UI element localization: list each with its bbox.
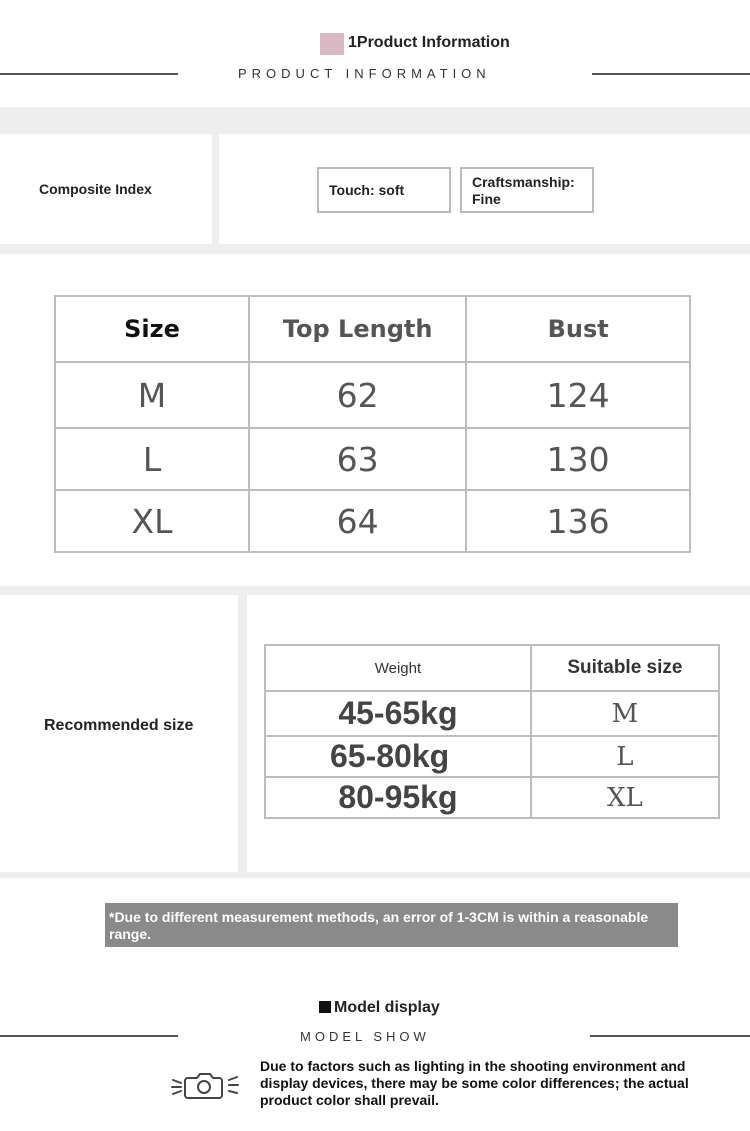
weight-cell: 65-80kg xyxy=(265,736,531,777)
recommended-band-top xyxy=(0,586,750,595)
suitable-size-cell: XL xyxy=(531,777,719,818)
top-length-cell: 64 xyxy=(249,490,466,552)
size-table xyxy=(54,295,691,553)
recommended-table xyxy=(264,644,720,819)
composite-band-divider xyxy=(212,134,219,244)
top-length-cell: 63 xyxy=(249,428,466,490)
size-cell: M xyxy=(55,362,249,428)
bust-cell: 130 xyxy=(466,428,690,490)
size-header: Size xyxy=(55,296,249,362)
composite-index-label: Composite Index xyxy=(39,181,152,197)
suitable-size-cell: M xyxy=(531,691,719,736)
weight-header: Weight xyxy=(265,645,531,691)
top-length-cell: 62 xyxy=(249,362,466,428)
product-info-title: 1Product Information xyxy=(348,34,510,51)
model-display-title: Model display xyxy=(334,999,440,1016)
bust-cell: 124 xyxy=(466,362,690,428)
header-square-icon xyxy=(320,33,344,55)
color-disclaimer: Due to factors such as lighting in the shooting environment and display devices, there may be some color differences; the actual product color shall prevail. xyxy=(260,1058,689,1108)
bust-header: Bust xyxy=(466,296,690,362)
model-display-header xyxy=(0,996,750,1048)
suitable-size-header: Suitable size xyxy=(531,645,719,691)
table-row xyxy=(55,490,690,552)
model-divider-right xyxy=(590,1035,750,1037)
suitable-size-cell: L xyxy=(531,736,719,777)
table-row xyxy=(265,736,719,777)
header-divider-right xyxy=(592,73,750,75)
weight-cell: 80-95kg xyxy=(265,777,531,818)
table-row xyxy=(265,691,719,736)
recommended-size-label: Recommended size xyxy=(44,717,194,734)
product-info-subtitle: PRODUCT INFORMATION xyxy=(238,66,491,81)
recommended-band-bottom xyxy=(0,872,750,878)
recommended-band-divider xyxy=(238,595,247,872)
model-divider-left xyxy=(0,1035,178,1037)
size-cell: L xyxy=(55,428,249,490)
measurement-note: *Due to different measurement methods, an error of 1-3CM is within a reasonable range. xyxy=(105,903,678,947)
table-row xyxy=(265,777,719,818)
craftsmanship-tag: Craftsmanship: Fine xyxy=(460,167,594,213)
recommended-header-row xyxy=(265,645,719,691)
header-divider-left xyxy=(0,73,178,75)
touch-tag: Touch: soft xyxy=(317,167,451,213)
composite-band-top xyxy=(0,107,750,134)
top-length-header: Top Length xyxy=(249,296,466,362)
model-show-subtitle: MODEL SHOW xyxy=(300,1029,430,1044)
composite-band-bottom xyxy=(0,244,750,254)
header-square-icon xyxy=(319,1001,331,1013)
camera-icon xyxy=(170,1068,240,1102)
product-info-header xyxy=(0,30,750,90)
table-row xyxy=(55,362,690,428)
bust-cell: 136 xyxy=(466,490,690,552)
weight-cell: 45-65kg xyxy=(265,691,531,736)
size-table-header-row xyxy=(55,296,690,362)
size-cell: XL xyxy=(55,490,249,552)
table-row xyxy=(55,428,690,490)
